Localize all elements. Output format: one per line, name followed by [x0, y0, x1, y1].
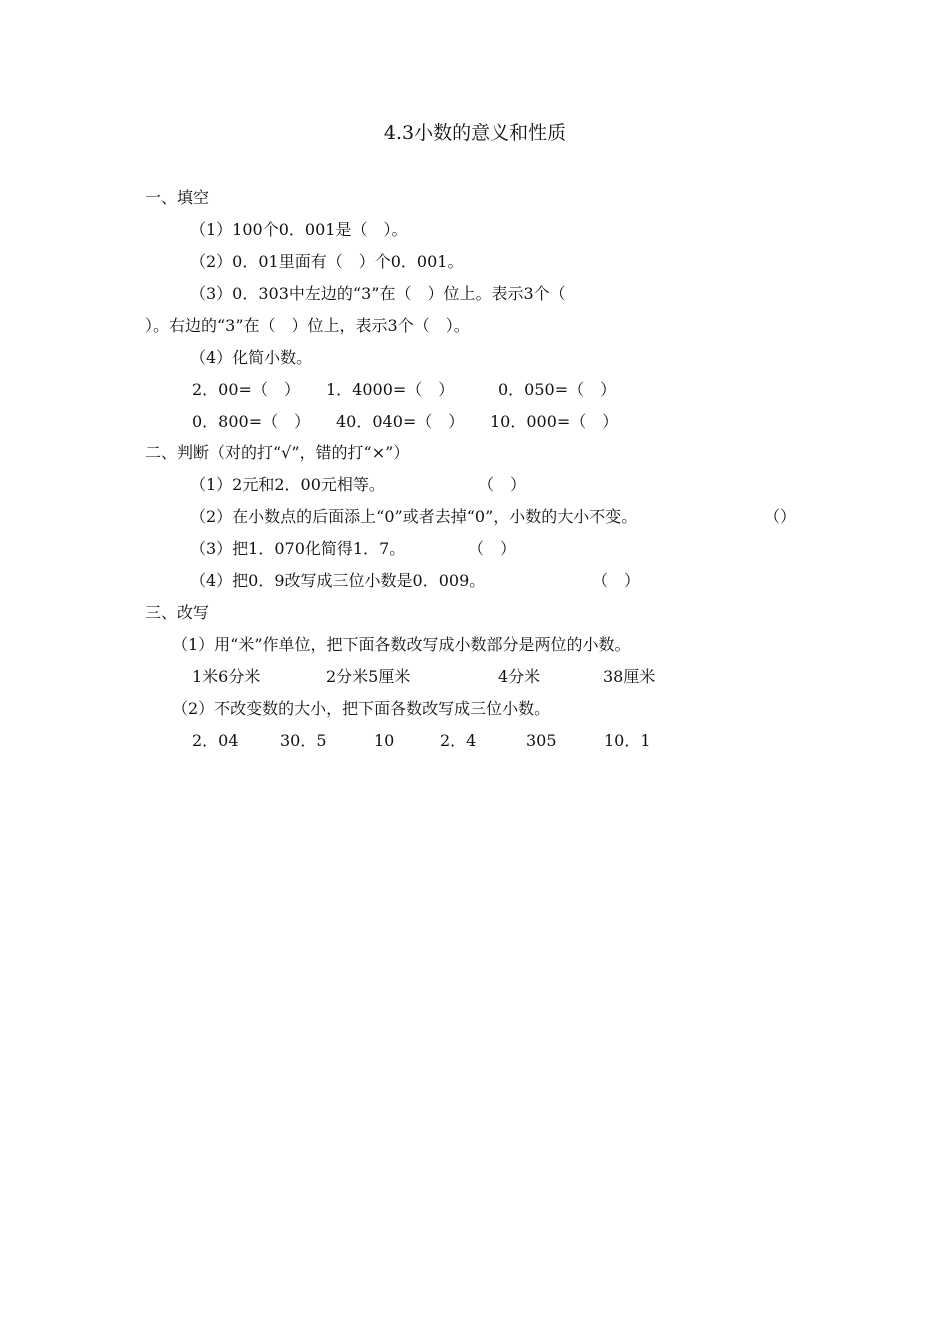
- question-2-1: （1）2元和2．00元相等。: [190, 475, 385, 494]
- question-1-3-line-1: （3）0．303中左边的“3”在（ ）位上。表示3个（: [190, 284, 566, 303]
- question-3-1: （1）用“米”作单位，把下面各数改写成小数部分是两位的小数。: [172, 635, 631, 654]
- answer-paren: （）: [764, 507, 797, 526]
- simplify-item: 0．050=（ ）: [498, 380, 617, 399]
- rewrite-item: 1米6分米: [192, 667, 261, 686]
- question-1-3-line-2: ）。右边的“3”在（ ）位上，表示3个（ ）。: [145, 316, 470, 335]
- simplify-item: 1．4000=（ ）: [326, 380, 455, 399]
- simplify-item: 2．00=（ ）: [192, 380, 300, 399]
- question-3-2: （2）不改变数的大小，把下面各数改写成三位小数。: [172, 699, 551, 718]
- answer-paren: （ ）: [478, 475, 527, 494]
- rewrite-item: 30．5: [280, 731, 327, 750]
- simplify-item: 0．800=（ ）: [192, 412, 311, 431]
- rewrite-item: 4分米: [498, 667, 541, 686]
- question-2-4: （4）把0．9改写成三位小数是0．009。: [190, 571, 486, 590]
- answer-paren: （ ）: [592, 571, 641, 590]
- rewrite-item: 305: [526, 731, 557, 750]
- section-heading-rewrite: 三、改写: [145, 603, 210, 622]
- rewrite-item: 10．1: [604, 731, 651, 750]
- simplify-item: 10．000=（ ）: [490, 412, 619, 431]
- answer-paren: （ ）: [468, 539, 517, 558]
- rewrite-item: 2．04: [192, 731, 239, 750]
- rewrite-item: 2分米5厘米: [326, 667, 411, 686]
- section-heading-fill-blank: 一、填空: [145, 188, 210, 207]
- question-1-1: （1）100个0．001是（ ）。: [190, 220, 408, 239]
- question-1-4: （4）化简小数。: [190, 348, 313, 367]
- question-2-3: （3）把1．070化简得1．7。: [190, 539, 406, 558]
- page-title: 4.3小数的意义和性质: [383, 122, 567, 144]
- rewrite-item: 10: [374, 731, 395, 750]
- simplify-item: 40．040=（ ）: [336, 412, 465, 431]
- question-2-2: （2）在小数点的后面添上“0”或者去掉“0”，小数的大小不变。: [190, 507, 638, 526]
- question-1-2: （2）0．01里面有（ ）个0．001。: [190, 252, 464, 271]
- rewrite-item: 38厘米: [603, 667, 656, 686]
- section-heading-judge: 二、判断（对的打“√”，错的打“×”）: [145, 443, 410, 462]
- rewrite-item: 2．4: [440, 731, 477, 750]
